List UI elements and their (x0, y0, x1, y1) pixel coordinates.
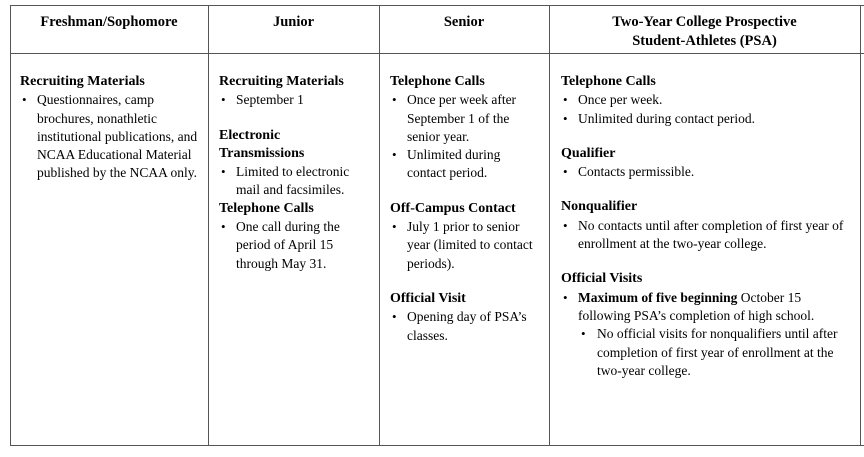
sub-list-item: • No official visits for nonqualifiers until after completion of first year of enrollment at the two-year college. (561, 325, 854, 380)
section-title: Official Visit (390, 290, 466, 306)
column-divider (860, 5, 861, 446)
bullet-list (390, 91, 542, 182)
list-item: • Questionnaires, camp brochures, nonathletic institutional publications, and NCAA Educational Material published by the NCAA only. (20, 91, 200, 182)
column-divider (10, 5, 11, 446)
column-divider (379, 5, 380, 446)
list-item: • Unlimited during contact period. (561, 110, 854, 128)
two-year-college-column (561, 53, 854, 380)
list-item (561, 289, 854, 326)
header-freshman-sophomore: Freshman/Sophomore (40, 14, 178, 30)
column-divider (549, 5, 550, 446)
column-divider (208, 5, 209, 446)
bullet-list (20, 91, 200, 182)
section-title: Nonqualifier (561, 199, 638, 215)
junior-column (219, 53, 371, 273)
bullet-list (219, 218, 371, 273)
list-item: • July 1 prior to senior year (limited to contact periods). (390, 218, 542, 273)
bullet-list (561, 163, 854, 181)
list-item: • Once per week after September 1 of the senior year. (390, 91, 542, 146)
table-bottom-border (10, 445, 864, 446)
section-title: Telephone Calls (561, 74, 656, 89)
bullet-list (390, 218, 542, 273)
list-item: • Limited to electronic mail and facsimiles. (219, 163, 371, 200)
list-item: • Contacts permissible. (561, 163, 854, 181)
bullet-list (561, 91, 854, 128)
list-item: • No contacts until after completion of first year of enrollment at the two-year college. (561, 217, 854, 254)
header-two-year-college: Two-Year College Prospective Student-Athletes (PSA) (612, 14, 797, 49)
list-item: • Opening day of PSA’s classes. (390, 308, 542, 345)
section-title: Electronic Transmissions (219, 127, 305, 161)
bullet-list (219, 163, 371, 200)
senior-column (390, 53, 542, 345)
list-item: • Once per week. (561, 91, 854, 109)
header-junior: Junior (272, 14, 315, 30)
header-senior: Senior (443, 14, 485, 30)
section-title: Recruiting Materials (219, 74, 344, 89)
list-item-text: October 15 following PSA’s completion of high school. (578, 289, 815, 323)
bullet-list (219, 91, 371, 109)
section-title: Off-Campus Contact (390, 200, 516, 216)
recruiting-rules-table (10, 5, 864, 446)
section-title: Telephone Calls (390, 74, 485, 89)
section-title: Qualifier (561, 145, 616, 161)
bullet-list (390, 308, 542, 345)
section-title: Telephone Calls (219, 200, 314, 216)
section-title: Official Visits (561, 271, 643, 287)
section-title: Recruiting Materials (20, 74, 145, 89)
bullet-list (561, 289, 854, 380)
list-item: • Unlimited during contact period. (390, 146, 542, 183)
list-item: • September 1 (219, 91, 371, 109)
list-item: • One call during the period of April 15 through May 31. (219, 218, 371, 273)
bullet-list (561, 217, 854, 254)
emphasis-text: Maximum of five beginning (578, 289, 738, 305)
freshman-sophomore-column (20, 53, 200, 183)
